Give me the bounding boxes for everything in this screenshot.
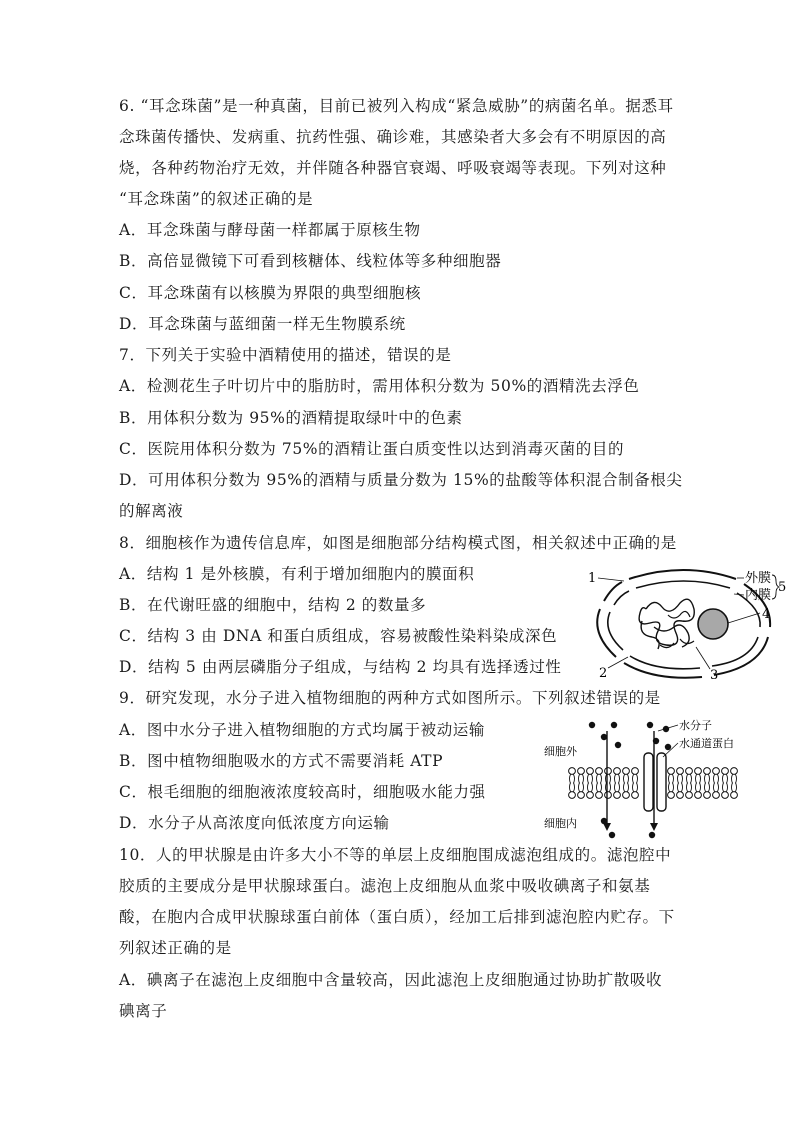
q7-option-a: A．检测花生子叶切片中的脂肪时，需用体积分数为 50%的酒精洗去浮色 [119, 377, 640, 395]
phospholipid-head [614, 792, 621, 799]
q10-option-a-cont: 碘离子 [119, 1002, 168, 1020]
phospholipid-head [614, 768, 621, 775]
phospholipid-head [713, 792, 720, 799]
phospholipid-tail [633, 783, 638, 792]
nucleus-structure-diagram [584, 565, 787, 685]
phospholipid-tail [597, 783, 602, 792]
phospholipid-head [686, 768, 693, 775]
phospholipid-tail [687, 774, 692, 783]
phospholipid-tail [732, 783, 737, 792]
phospholipid-head [731, 768, 738, 775]
phospholipid-head [632, 768, 639, 775]
q8-option-b: B．在代谢旺盛的细胞中，结构 2 的数量多 [119, 596, 427, 614]
q10-stem-line-4: 列叙述正确的是 [119, 939, 232, 957]
phospholipid-tail [705, 783, 710, 792]
q9-option-a: A．图中水分子进入植物细胞的方式均属于被动运输 [119, 721, 485, 739]
label-cell-interior: 细胞内 [544, 817, 577, 830]
label-3: 3 [710, 668, 719, 683]
phospholipid-head [569, 768, 576, 775]
q7-option-b: B．用体积分数为 95%的酒精提取绿叶中的色素 [119, 409, 463, 427]
phospholipid-tail [606, 783, 611, 792]
q9-option-b: B．图中植物细胞吸水的方式不需要消耗 ATP [119, 752, 444, 770]
phospholipid-head [623, 792, 630, 799]
phospholipid-tail [615, 774, 620, 783]
phospholipid-head [677, 792, 684, 799]
phospholipid-head [623, 768, 630, 775]
q6-stem-line-4: “耳念珠菌”的叙述正确的是 [119, 190, 314, 208]
phospholipid-head [587, 768, 594, 775]
label-cell-exterior: 细胞外 [544, 745, 577, 758]
phospholipid-tail [633, 774, 638, 783]
q6-stem-line-2: 念珠菌传播快、发病重、抗药性强、确诊难，其感染者大多会有不明原因的高 [119, 128, 667, 146]
phospholipid-head [704, 792, 711, 799]
phospholipid-head [569, 792, 576, 799]
label-2: 2 [599, 666, 608, 681]
phospholipid-tail [732, 774, 737, 783]
q7-option-d: D．可用体积分数为 95%的酒精与质量分数为 15%的盐酸等体积混合制备根尖 [119, 471, 683, 489]
water-molecule-dot [649, 832, 655, 838]
phospholipid-tail [669, 783, 674, 792]
water-molecule-dot [647, 722, 653, 728]
phospholipid-head [686, 792, 693, 799]
water-molecule-dot [611, 722, 617, 728]
water-molecule-dot [589, 722, 595, 728]
phospholipid-head [632, 792, 639, 799]
q10-stem-line-2: 胶质的主要成分是甲状腺球蛋白。滤泡上皮细胞从血浆中吸收碘离子和氨基 [119, 877, 651, 895]
q10-stem-line-3: 酸，在胞内合成甲状腺球蛋白前体（蛋白质），经加工后排到滤泡腔内贮存。下 [119, 908, 675, 926]
phospholipid-head [677, 768, 684, 775]
q6-stem-line-3: 烧，各种药物治疗无效，并伴随各种器官衰竭、呼吸衰竭等表现。下列对这种 [119, 159, 667, 177]
phospholipid-head [605, 792, 612, 799]
phospholipid-head [578, 768, 585, 775]
phospholipid-tail [723, 783, 728, 792]
label-4: 4 [762, 607, 771, 622]
water-molecule-dot [665, 744, 671, 750]
phospholipid-tail [669, 774, 674, 783]
phospholipid-tail [678, 774, 683, 783]
phospholipid-tail [570, 783, 575, 792]
phospholipid-tail [624, 774, 629, 783]
phospholipid-head [668, 792, 675, 799]
phospholipid-head [713, 768, 720, 775]
phospholipid-tail [624, 783, 629, 792]
q8-option-d: D．结构 5 由两层磷脂分子组成，与结构 2 均具有选择透过性 [119, 658, 562, 676]
phospholipid-tail [678, 783, 683, 792]
phospholipid-tail [579, 774, 584, 783]
phospholipid-head [578, 792, 585, 799]
phospholipid-tail [579, 783, 584, 792]
phospholipid-tail [705, 774, 710, 783]
water-molecule-dot [601, 734, 607, 740]
phospholipid-head [596, 768, 603, 775]
label-outer-membrane: 外膜 [745, 571, 772, 586]
phospholipid-head [695, 792, 702, 799]
q9-option-c: C．根毛细胞的细胞液浓度较高时，细胞吸水能力强 [119, 783, 486, 801]
phospholipid-head [722, 768, 729, 775]
label-1: 1 [588, 571, 597, 586]
phospholipid-head [605, 768, 612, 775]
phospholipid-head [587, 792, 594, 799]
phospholipid-tail [696, 783, 701, 792]
phospholipid-tail [588, 783, 593, 792]
phospholipid-head [722, 792, 729, 799]
water-molecule-dot [601, 818, 607, 824]
phospholipid-head [704, 768, 711, 775]
q7-option-c: C．医院用体积分数为 75%的酒精让蛋白质变性以达到消毒灭菌的目的 [119, 440, 625, 458]
phospholipid-head [695, 768, 702, 775]
phospholipid-tail [714, 774, 719, 783]
phospholipid-head [731, 792, 738, 799]
phospholipid-tail [615, 783, 620, 792]
label-inner-membrane: 内膜 [745, 588, 772, 603]
phospholipid-tail [714, 783, 719, 792]
q10-stem-line-1: 10．人的甲状腺是由许多大小不等的单层上皮细胞围成滤泡组成的。滤泡腔中 [119, 846, 672, 864]
water-molecule-dot [653, 738, 659, 744]
water-molecule-dot [609, 832, 615, 838]
label-water-molecule: 水分子 [679, 719, 712, 732]
phospholipid-tail [696, 774, 701, 783]
phospholipid-tail [570, 774, 575, 783]
q9-option-d: D．水分子从高浓度向低浓度方向运输 [119, 814, 390, 832]
q6-option-c: C．耳念珠菌有以核膜为界限的典型细胞核 [119, 284, 422, 302]
phospholipid-tail [597, 774, 602, 783]
water-molecule-dot [615, 742, 621, 748]
label-5: 5 [778, 580, 787, 595]
q8-option-c: C．结构 3 由 DNA 和蛋白质组成，容易被酸性染料染成深色 [119, 627, 558, 645]
q6-option-b: B．高倍显微镜下可看到核糖体、线粒体等多种细胞器 [119, 252, 502, 270]
phospholipid-tail [687, 783, 692, 792]
label-aquaporin: 水通道蛋白 [679, 737, 734, 750]
phospholipid-tail [606, 774, 611, 783]
q10-option-a: A．碘离子在滤泡上皮细胞中含量较高，因此滤泡上皮细胞通过协助扩散吸收 [119, 971, 663, 989]
q9-stem: 9．研究发现，水分子进入植物细胞的两种方式如图所示。下列叙述错误的是 [119, 689, 661, 707]
phospholipid-head [668, 768, 675, 775]
phospholipid-tail [723, 774, 728, 783]
q6-option-d: D．耳念珠菌与蓝细菌一样无生物膜系统 [119, 315, 406, 333]
water-transport-diagram [544, 717, 744, 841]
phospholipid-head [596, 792, 603, 799]
q6-option-a: A．耳念珠菌与酵母菌一样都属于原核生物 [119, 221, 421, 239]
q7-stem: 7．下列关于实验中酒精使用的描述，错误的是 [119, 346, 452, 364]
q8-stem: 8．细胞核作为遗传信息库，如图是细胞部分结构模式图，相关叙述中正确的是 [119, 534, 677, 552]
phospholipid-tail [588, 774, 593, 783]
q7-option-d-cont: 的解离液 [119, 502, 184, 520]
q6-stem-line-1: 6. “耳念珠菌”是一种真菌，目前已被列入构成“紧急威胁”的病菌名单。据悉耳 [119, 97, 674, 115]
q8-option-a: A．结构 1 是外核膜，有利于增加细胞内的膜面积 [119, 565, 475, 583]
